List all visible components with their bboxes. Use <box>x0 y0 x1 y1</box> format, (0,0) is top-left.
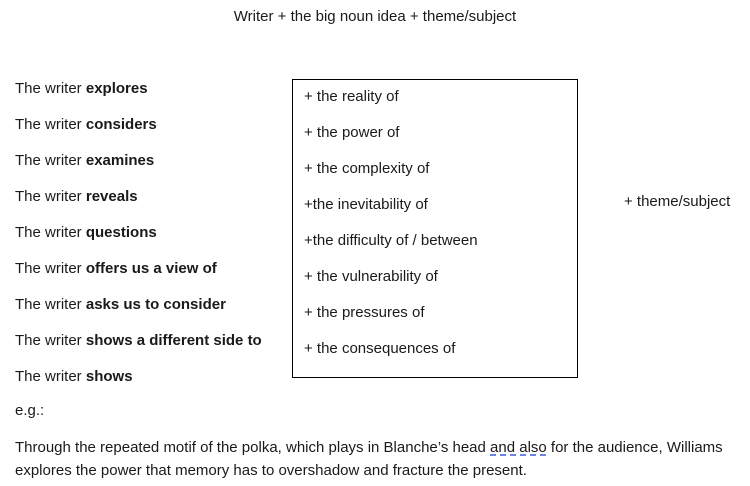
writer-verb: explores <box>85 80 148 97</box>
grammar-flagged-text[interactable]: and also <box>490 439 547 456</box>
noun-idea: + the reality of <box>304 88 399 105</box>
writer-verb: considers <box>85 116 157 133</box>
theme-subject-label: + theme/subject <box>624 193 731 210</box>
writer-verb: offers us a view of <box>85 260 217 277</box>
example-label: e.g.: <box>15 402 45 419</box>
writer-phrase: The writer questions <box>15 224 157 241</box>
writer-phrase: The writer shows <box>15 368 133 385</box>
page-title: Writer + the big noun idea + theme/subject <box>233 8 517 25</box>
noun-idea: + the power of <box>304 124 400 141</box>
writer-phrase: The writer offers us a view of <box>15 260 217 277</box>
noun-idea: + the complexity of <box>304 160 430 177</box>
writer-verb: shows <box>85 368 133 385</box>
writer-phrase: The writer shows a different side to <box>15 332 262 349</box>
writer-verb: questions <box>85 224 157 241</box>
writer-phrase: The writer examines <box>15 152 155 169</box>
noun-idea: + the consequences of <box>304 340 456 357</box>
noun-idea: +the inevitability of <box>304 196 428 213</box>
writer-phrase: The writer explores <box>15 80 148 97</box>
noun-idea: + the pressures of <box>304 304 425 321</box>
writer-phrase: The writer reveals <box>15 188 138 205</box>
writer-verb: shows a different side to <box>85 332 262 349</box>
writer-phrase-list <box>15 78 262 402</box>
writer-verb: asks us to consider <box>85 296 226 313</box>
writer-phrase: The writer considers <box>15 116 157 133</box>
writer-verb: reveals <box>85 188 138 205</box>
noun-idea: +the difficulty of / between <box>304 232 478 249</box>
noun-idea-box <box>292 79 578 378</box>
example-sentence: Through the repeated motif of the polka, which plays in Blanche’s head and also for the audience, Williams explores the power that memory has to overshadow and fracture the present. <box>15 439 723 479</box>
writer-verb: examines <box>85 152 155 169</box>
noun-idea: + the vulnerability of <box>304 268 438 285</box>
writer-phrase: The writer asks us to consider <box>15 296 226 313</box>
